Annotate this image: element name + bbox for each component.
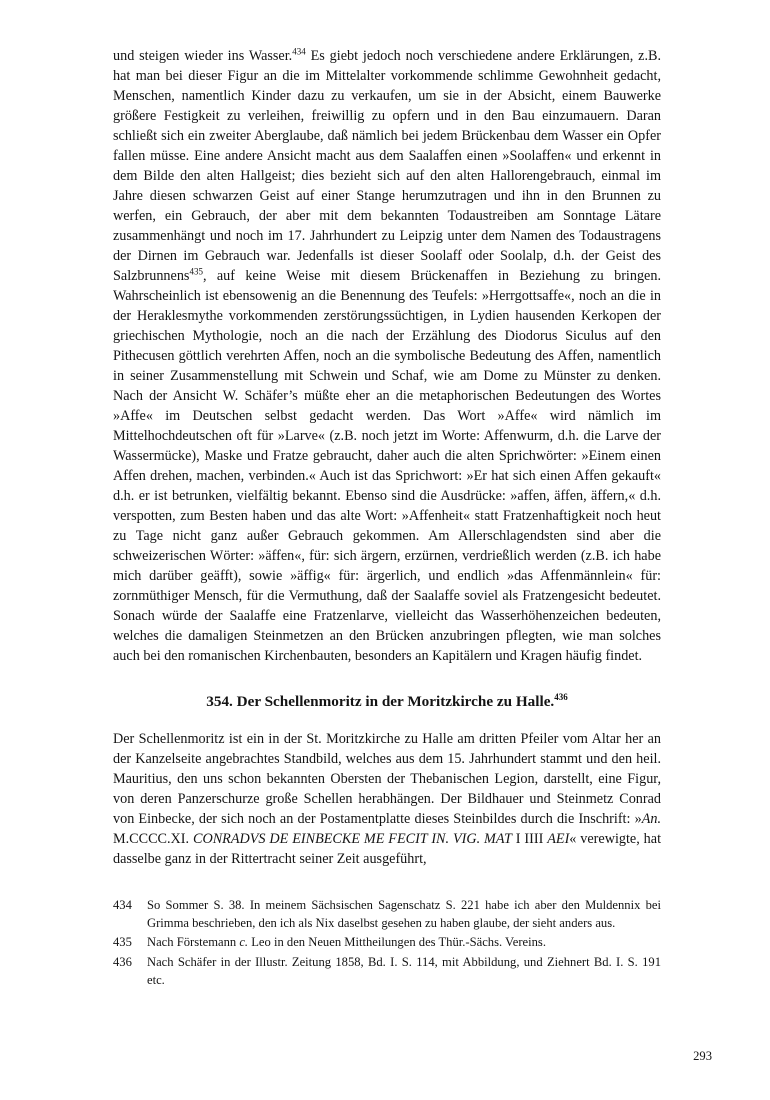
footnotes-section xyxy=(113,896,661,989)
section-heading xyxy=(113,692,661,711)
italic-text: AEI xyxy=(547,831,570,847)
text-run: Der Schellenmoritz ist ein in der St. Moritzkirche zu Halle am dritten Pfeiler vom Altar her an der Kanzelseite angebrachtes Standbild, welches aus dem 15. Jahrhundert stammt und den heil. Mauritius, den uns schon bekannten Obersten der Thebanischen Legion, darstellt, eine Figur, von deren Panzerschurze große Schellen herabhängen. Der Bildhauer und Steinmetz Conrad von Einbecke, der sich noch an der Postamentplatte dieses Steinbildes durch die Inschrift: » xyxy=(113,731,661,827)
footnote-number: 434 xyxy=(113,898,132,912)
text-run: Es giebt jedoch noch verschiedene andere Erklärungen, z.B. hat man bei dieser Figur an die im Mittelalter vorkommende schlimme Gewohnheit gedacht, Menschen, namentlich Kinder dazu zu verkaufen, um sie in der Absicht, einem Bauwerke größere Festigkeit zu verleihen, freiwillig zu opfern und in den Bau einzumauern. Daran schließt sich ein zweiter Aberglaube, daß nämlich bei jedem Brückenbau dem Wasser ein Opfer fallen müsse. Eine andere Ansicht macht aus dem Saalaffen einen »Soolaffen« und erkennt in dem Bilde den alten Hallgeist; dies bezieht sich auf den alten Hallorengebrauch, einmal im Jahre diesen schwarzen Geist auf einer Stange herumzutragen und ihn in den Brunnen zu werfen, ein Gebrauch, der aber mit dem bekannten Todaustreiben am Sonntage Lätare zusammenhängt und noch im 17. Jahrhundert zu Leipzig unter dem Namen des Todaustragens der Dirnen im Gebrauch war. Jedenfalls ist dieser Soolaff oder Soolalp, d.h. der Geist des Salzbrunnens xyxy=(113,48,662,284)
italic-text: c. xyxy=(239,935,249,950)
text-run: und steigen wieder ins Wasser. xyxy=(113,48,293,64)
italic-text: An. xyxy=(641,811,661,827)
footnote-reference: 435 xyxy=(189,266,203,277)
text-run: Nach Förstemann xyxy=(147,935,240,950)
footnote-text xyxy=(147,953,661,989)
text-run: So Sommer S. 38. In meinem Sächsischen Sagenschatz S. 221 habe ich aber den Muldennix bei Grimma beschrieben, den ich als Nix daselbst gesehen zu haben glaube, der sieht anders aus. xyxy=(147,898,661,931)
footnote-reference: 434 xyxy=(292,46,306,57)
footnote-reference: 436 xyxy=(554,691,568,702)
text-run: , auf keine Weise mit diesem Brückenaffen in Beziehung zu bringen. Wahrscheinlich ist ebensowenig an die Benennung des Teufels: »Herrgottsaffe«, noch an die in der Heraklesmythe vorkommenden zerstörungssüchtigen, in Lydien hausenden Kerkopen der griechischen Mythologie, noch an die nach der Erzählung des Diodorus Siculus auf den Pithecusen göttlich verehrten Affen, noch an die symbolische Bedeutung des Affen, namentlich in seiner Zusammenstellung mit Schwein und Schaf, wie am Dome zu Münster zu denken. Nach der Ansicht W. Schäfer’s müßte eher an die metaphorischen Bedeutungen des Wortes »Affe« im Deutschen selbst gedacht werden. Das Wort »Affe« wird nämlich im Mittelhochdeutschen oft für »Larve« (z.B. noch jetzt im Worte: Affenwurm, d.h. die Larve der Wassermücke), Maske und Fratze gebraucht, daher auch die alten Sprichwörter: »Einem einen Affen drehen, machen, verbinden.« Auch ist das Sprichwort: »Er hat sich einen Affen gekauft« d.h. er ist betrunken, vielfältig bekannt. Ebenso sind die Ausdrücke: »affen, äffen, äffern,« d.h. verspotten, zum Besten haben und das alte Wort: »Affenheit« statt Fratzenhaftigkeit noch heut zu Tage nicht ganz außer Gebrauch gekommen. Am Allerschlagendsten sind aber die schweizerischen Wörter: »äffen«, für: sich ärgern, erzürnen, verdrießlich werden (z.B. ich habe mich darüber geäfft), sowie »äffig« für: ärgerlich, und endlich »das Affenmännlein« für: zornmüthiger Mensch, für die Vermuthung, daß der Saalaffe soviel als Fratzengesicht bedeutet. Sonach würde der Saalaffe eine Fratzenlarve, vielleicht das Wasserhöhenzeichen bedeuten, welches die damaligen Steinmetzen an den Brücken anzubringen pflegten, wie man solches auch bei den romanischen Kirchenbauten, besonders an Kapitälern und Kragen häufig findet. xyxy=(113,268,661,664)
page-number: 293 xyxy=(693,1049,712,1063)
footnote-item xyxy=(113,953,661,989)
footnote-text xyxy=(147,896,661,932)
footnote-number: 435 xyxy=(113,935,132,950)
footnote-item xyxy=(113,896,661,932)
body-paragraph-2 xyxy=(113,729,661,869)
text-run: Nach Schäfer in der Illustr. Zeitung 1858, Bd. I. S. 114, mit Abbildung, und Ziehnert Bd. I. S. 191 etc. xyxy=(147,954,661,987)
footnote-text xyxy=(147,933,661,951)
footnote-item xyxy=(113,933,661,951)
text-run: Leo in den Neuen Mittheilungen des Thür.-Sächs. Vereins. xyxy=(248,935,546,950)
text-run: I IIII xyxy=(511,831,548,847)
text-run: 354. Der Schellenmoritz in der Moritzkirche zu Halle. xyxy=(206,693,555,710)
text-run: « verewigte, hat dasselbe ganz in der Rittertracht seiner Zeit ausgeführt, xyxy=(113,831,662,867)
italic-text: CONRADVS DE EINBECKE ME FECIT IN. VIG. MAT xyxy=(192,831,512,847)
text-run: M.CCCC.XI. xyxy=(113,831,193,847)
body-paragraph-1 xyxy=(113,46,661,666)
text-block xyxy=(113,46,661,990)
footnote-number: 436 xyxy=(113,954,132,969)
